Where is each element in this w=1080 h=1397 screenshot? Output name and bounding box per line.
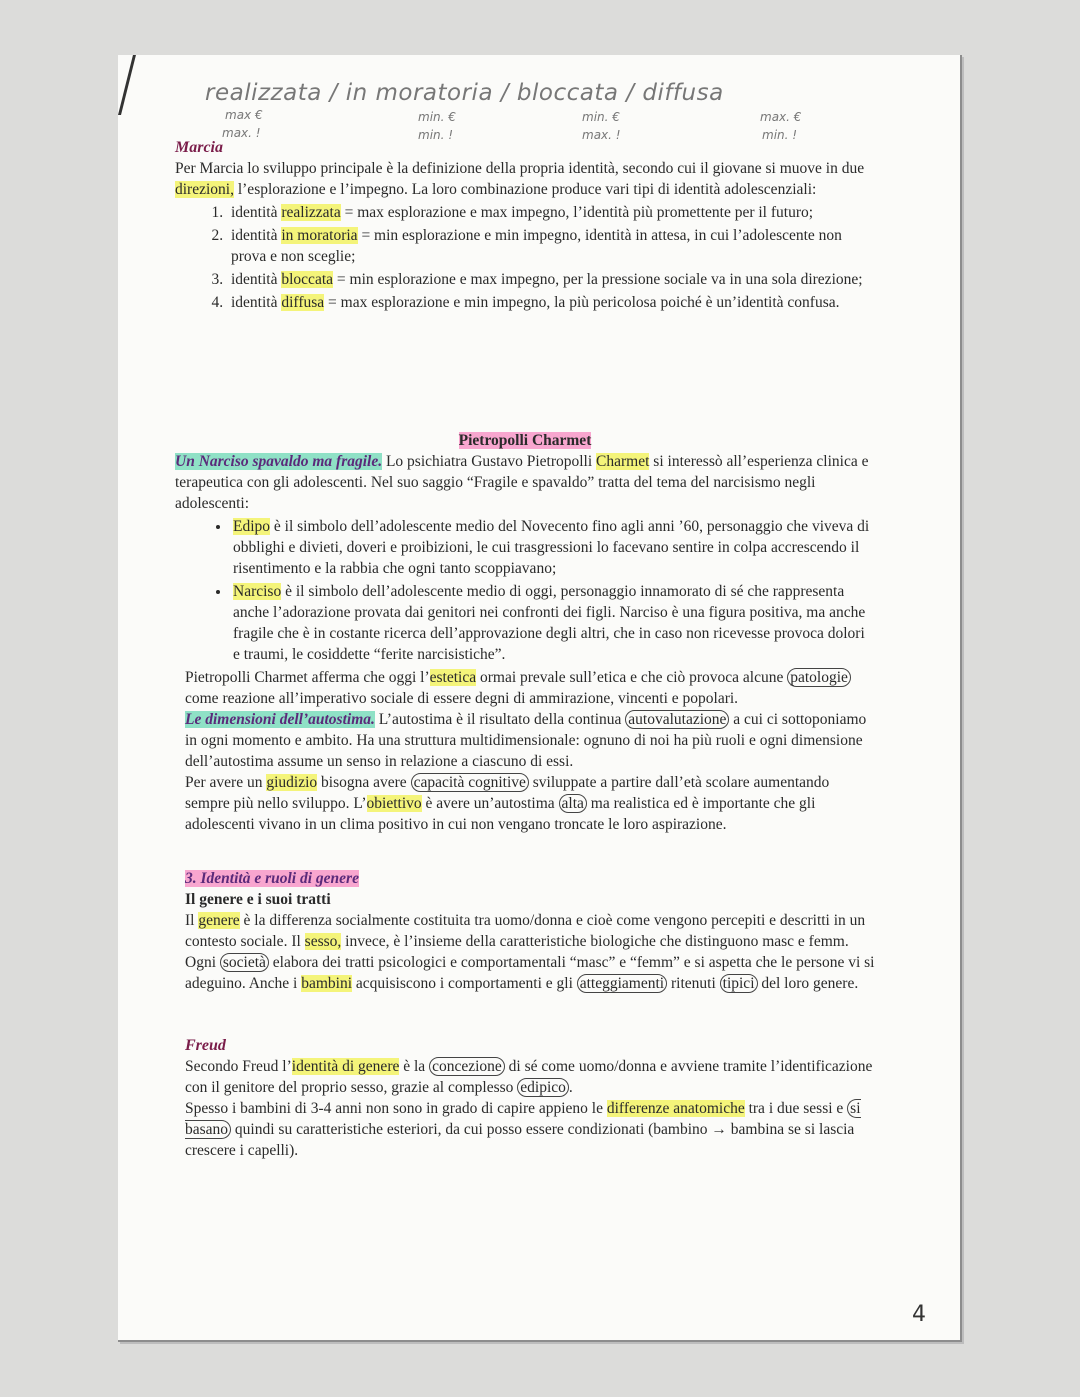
pietropolli-section: [175, 430, 875, 835]
hand-note: max. !: [222, 126, 261, 140]
section-title: Marcia: [175, 139, 223, 156]
paragraph: Pietropolli Charmet afferma che oggi l’estetica ormai prevale sull’etica e che ciò provoca alcune patologie come reazione all’imperativo sociale di essere degni di ammirazione, vincenti e popolari.: [175, 667, 875, 709]
genere-section: [185, 868, 875, 994]
page-number: 4: [912, 1302, 926, 1327]
paragraph: Le dimensioni dell’autostima. L’autostima è il risultato della continua autovalutazione a cui ci sottoponiamo in ogni momento e ambito. Ha una struttura multidimensionale: ognuno di noi ha più ruoli e ogni dimensione dell’autostima assume un senso in relazione a ciascuno di essi.: [185, 711, 867, 770]
paragraph: Spesso i bambini di 3-4 anni non sono in grado di capire appieno le differenze anatomiche tra i due sessi e si basano quindi su caratteristiche esteriori, da cui posso essere condizionati (bambino → bambina se si lascia crescere i capelli).: [185, 1100, 861, 1159]
bullet-list: [175, 516, 875, 665]
handwritten-identity-types: realizzata / in moratoria / bloccata / diffusa: [205, 80, 724, 106]
hand-note: min. €: [582, 110, 620, 124]
paragraph: Secondo Freud l’identità di genere è la concezione di sé come uomo/donna e avviene tramite l’identificazione con il genitore del proprio sesso, grazie al complesso edipico .: [185, 1058, 873, 1096]
paragraph: Un Narciso spavaldo ma fragile. Lo psichiatra Gustavo Pietropolli Charmet si interessò all’esperienza clinica e terapeutica con gli adolescenti. Nel suo saggio “Fragile e spavaldo” tratta del tema del narcisismo negli adolescenti:: [175, 453, 869, 512]
identity-list: [175, 202, 875, 313]
freud-section: [185, 1035, 875, 1161]
marcia-section: [175, 137, 875, 315]
paragraph: Il genere è la differenza socialmente costituita tra uomo/donna e cioè come vengono percepiti e descritti in un contesto sociale. Il sesso, invece, è l’insieme della caratteristiche biologiche che distinguono masc e femm. Ogni società elabora dei tratti psicologici e comportamentali “masc” e “femm” e si aspetta che le persone vi si adeguino. Anche i bambini acquisiscono i comportamenti e gli atteggiamenti ritenuti tipici del loro genere.: [185, 912, 875, 992]
hand-note: max. !: [582, 128, 621, 142]
list-item: 1. identità realizzata = max esplorazione e max impegno, l’identità più promettente per il futuro;: [227, 202, 875, 223]
section-title: Pietropolli Charmet: [458, 432, 592, 449]
paragraph: Per avere un giudizio bisogna avere capacità cognitive sviluppate a partire dall’età scolare aumentando sempre più nello sviluppo. L’obiettivo è avere un’autostima alta ma realistica ed è importante che gli adolescenti vivano in un clima positivo in cui non vengano troncate le loro aspirazione.: [185, 774, 830, 833]
hand-note: min. !: [762, 128, 798, 142]
hand-note: max. €: [760, 110, 802, 124]
section-title: Freud: [185, 1037, 226, 1054]
hand-note: max €: [225, 108, 263, 122]
list-item: • Narciso è il simbolo dell’adolescente medio di oggi, personaggio innamorato di sé che rappresenta anche l’adorazione provata dai genitori nei confronti dei figli. Narciso è una figura positiva, ma anche fragile che è in costante ricerca dell’approvazione degli altri, che in caso non ricevesse provoca dolori e traumi, le cosiddette “ferite narcisistiche”.: [231, 581, 875, 665]
section-heading: 3. Identità e ruoli di genere: [185, 870, 359, 887]
subsection-title: Il genere e i suoi tratti: [185, 891, 331, 908]
paragraph: Per Marcia lo sviluppo principale è la definizione della propria identità, secondo cui il giovane si muove in due direzioni, l’esplorazione e l’impegno. La loro combinazione produce vari tipi di identità adolescenziali:: [175, 160, 865, 198]
list-item: 4. identità diffusa = max esplorazione e min impegno, la più pericolosa poiché è un’identità confusa.: [227, 292, 875, 313]
list-item: • Edipo è il simbolo dell’adolescente medio del Novecento fino agli anni ’60, personaggio che viveva di obblighi e divieti, doveri e proibizioni, le cui trasgressioni lo facevano sentire in colpa accrescendo il risentimento e la rabbia che ogni tanto scoppiavano;: [231, 516, 875, 579]
list-item: 3. identità bloccata = min esplorazione e max impegno, per la pressione sociale va in una sola direzione;: [227, 269, 875, 290]
hand-note: min. €: [418, 110, 456, 124]
hand-note: min. !: [418, 128, 454, 142]
list-item: 2. identità in moratoria = min esplorazione e min impegno, identità in attesa, in cui l’adolescente non prova e non sceglie;: [227, 225, 875, 267]
